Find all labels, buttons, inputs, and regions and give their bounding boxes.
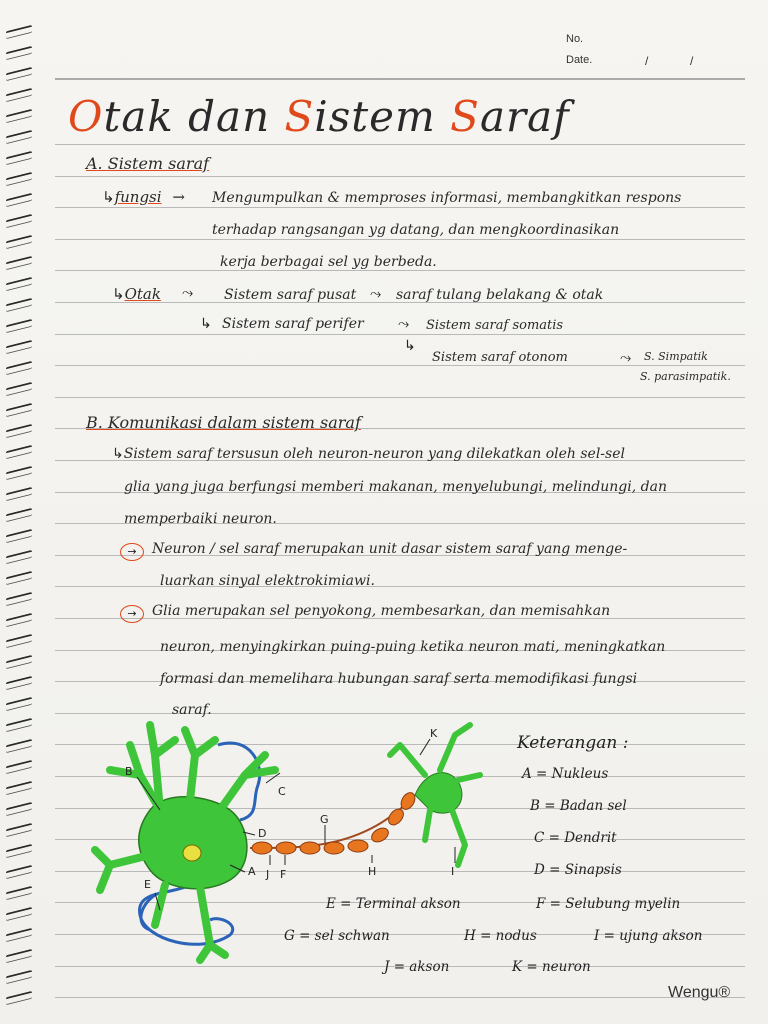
rule-line	[55, 270, 745, 271]
legend-item: J = akson	[384, 959, 450, 975]
nucleus	[183, 845, 201, 861]
date-label: Date.	[566, 54, 593, 66]
label-e: E	[144, 878, 151, 891]
branch-arrow: ⤳	[398, 316, 410, 332]
spiral-ring	[6, 298, 32, 312]
spiral-ring	[6, 508, 32, 522]
spiral-ring	[6, 571, 32, 585]
branch-arrow: ⤳	[182, 285, 194, 301]
rule-line	[55, 997, 745, 998]
arrow-bullet-icon: →	[120, 543, 144, 561]
fungsi-line-1: Mengumpulkan & memproses informasi, membangkitkan respons	[212, 190, 682, 206]
rule-line	[55, 78, 745, 80]
legend-item: I = ujung akson	[594, 928, 703, 944]
spiral-binding	[0, 20, 40, 1010]
spiral-ring	[6, 613, 32, 627]
spiral-ring	[6, 445, 32, 459]
spiral-ring	[6, 634, 32, 648]
legend-title: Keterangan :	[517, 733, 629, 753]
glia-line-2: neuron, menyingkirkan puing-puing ketika neuron mati, meningkatkan	[160, 639, 666, 655]
glia-line-4: saraf.	[172, 702, 212, 718]
label-k: K	[430, 727, 438, 740]
legend-item: K = neuron	[512, 959, 591, 975]
section-a-heading: A. Sistem saraf	[86, 154, 210, 173]
spiral-ring	[6, 907, 32, 921]
spiral-ring	[6, 991, 32, 1005]
spiral-ring	[6, 697, 32, 711]
label-i: I	[451, 865, 455, 878]
spiral-ring	[6, 340, 32, 354]
no-label: No.	[566, 33, 584, 45]
legend-item: C = Dendrit	[534, 830, 617, 846]
fungsi-row: ↳fungsi →	[102, 188, 185, 206]
rule-line	[55, 334, 745, 335]
legend-item: F = Selubung myelin	[536, 896, 681, 912]
spiral-ring	[6, 277, 32, 291]
section-b-heading: B. Komunikasi dalam sistem saraf	[86, 413, 361, 432]
branch-arrow: ↳	[200, 316, 212, 332]
glia-line-3: formasi dan memelihara hubungan saraf serta memodifikasi fungsi	[160, 671, 638, 687]
arrow-icon: ⤳	[370, 286, 382, 302]
simpatik-text: S. Simpatik	[644, 350, 708, 363]
legend-item: D = Sinapsis	[534, 862, 622, 878]
spiral-ring	[6, 550, 32, 564]
legend-item: H = nodus	[464, 928, 537, 944]
label-d: D	[258, 827, 267, 840]
arrow-bullet-icon: →	[120, 605, 144, 623]
spiral-ring	[6, 928, 32, 942]
spiral-ring	[6, 172, 32, 186]
rule-line	[55, 397, 745, 398]
spiral-ring	[6, 781, 32, 795]
spiral-ring	[6, 760, 32, 774]
glia-line-1: Glia merupakan sel penyokong, membesarkan, dan memisahkan	[152, 603, 611, 619]
rule-line	[55, 176, 745, 177]
spiral-ring	[6, 67, 32, 81]
neuron-line-1: Neuron / sel saraf merupakan unit dasar sistem saraf yang menge-	[152, 541, 628, 557]
label-h: H	[368, 865, 377, 878]
spiral-ring	[6, 655, 32, 669]
otak-row: ↳Otak	[112, 285, 161, 303]
spiral-ring	[6, 739, 32, 753]
legend-item: E = Terminal akson	[326, 896, 461, 912]
fungsi-line-3: kerja berbagai sel yg berbeda.	[220, 254, 437, 270]
spiral-ring	[6, 256, 32, 270]
spiral-ring	[6, 235, 32, 249]
spiral-ring	[6, 46, 32, 60]
legend-item: A = Nukleus	[522, 766, 609, 782]
date-separator: /	[690, 54, 694, 68]
branch-arrow: ⤳	[620, 350, 632, 366]
spiral-ring	[6, 466, 32, 480]
fungsi-label: fungsi	[114, 188, 162, 206]
spiral-ring	[6, 865, 32, 879]
spiral-ring	[6, 109, 32, 123]
legend-item: G = sel schwan	[284, 928, 390, 944]
legend-item: B = Badan sel	[530, 798, 627, 814]
date-separator: /	[645, 54, 649, 68]
brand-logo: Wengu®	[668, 984, 731, 1001]
rule-line	[55, 365, 745, 366]
spiral-ring	[6, 382, 32, 396]
label-j: J	[266, 868, 270, 881]
axon-terminal	[415, 773, 462, 814]
rule-line	[55, 207, 745, 208]
page-title: Otak dan Sistem Saraf	[68, 92, 570, 141]
spiral-ring	[6, 361, 32, 375]
otak-label: Otak	[124, 285, 161, 303]
spiral-ring	[6, 970, 32, 984]
label-a: A	[248, 865, 256, 878]
intro-line-3: memperbaiki neuron.	[124, 511, 277, 527]
spiral-ring	[6, 886, 32, 900]
cell-body	[139, 797, 247, 889]
spiral-ring	[6, 193, 32, 207]
spiral-ring	[6, 130, 32, 144]
spiral-ring	[6, 487, 32, 501]
spiral-ring	[6, 949, 32, 963]
pusat-result: saraf tulang belakang & otak	[396, 287, 604, 303]
label-c: C	[278, 785, 286, 798]
spiral-ring	[6, 25, 32, 39]
spiral-ring	[6, 529, 32, 543]
spiral-ring	[6, 88, 32, 102]
spiral-ring	[6, 403, 32, 417]
spiral-ring	[6, 592, 32, 606]
axon-line	[250, 800, 410, 848]
otonom-text: Sistem saraf otonom	[432, 350, 568, 365]
spiral-ring	[6, 424, 32, 438]
label-f: F	[280, 868, 287, 881]
spiral-ring	[6, 214, 32, 228]
spiral-ring	[6, 823, 32, 837]
perifer-text: Sistem saraf perifer	[222, 316, 364, 332]
rule-line	[55, 144, 745, 145]
neuron-line-2: luarkan sinyal elektrokimiawi.	[160, 573, 375, 589]
rule-line	[55, 713, 745, 714]
fungsi-line-2: terhadap rangsangan yg datang, dan mengkoordinasikan	[212, 222, 620, 238]
spiral-ring	[6, 676, 32, 690]
parasimpatik-text: S. parasimpatik.	[640, 370, 731, 383]
label-b: B	[125, 765, 133, 778]
rule-line	[55, 586, 745, 587]
spiral-ring	[6, 844, 32, 858]
spiral-ring	[6, 319, 32, 333]
rule-line	[55, 239, 745, 240]
intro-line-2: glia yang juga berfungsi memberi makanan, menyelubungi, melindungi, dan	[124, 479, 667, 495]
spiral-ring	[6, 151, 32, 165]
spiral-ring	[6, 802, 32, 816]
somatis-text: Sistem saraf somatis	[426, 318, 564, 333]
intro-line-1: ↳Sistem saraf tersusun oleh neuron-neuron yang dilekatkan oleh sel-sel	[112, 446, 625, 462]
label-g: G	[320, 813, 329, 826]
myelin-segments	[252, 790, 418, 854]
branch-arrow: ↳	[404, 338, 416, 354]
pusat-text: Sistem saraf pusat	[224, 287, 357, 303]
spiral-ring	[6, 718, 32, 732]
